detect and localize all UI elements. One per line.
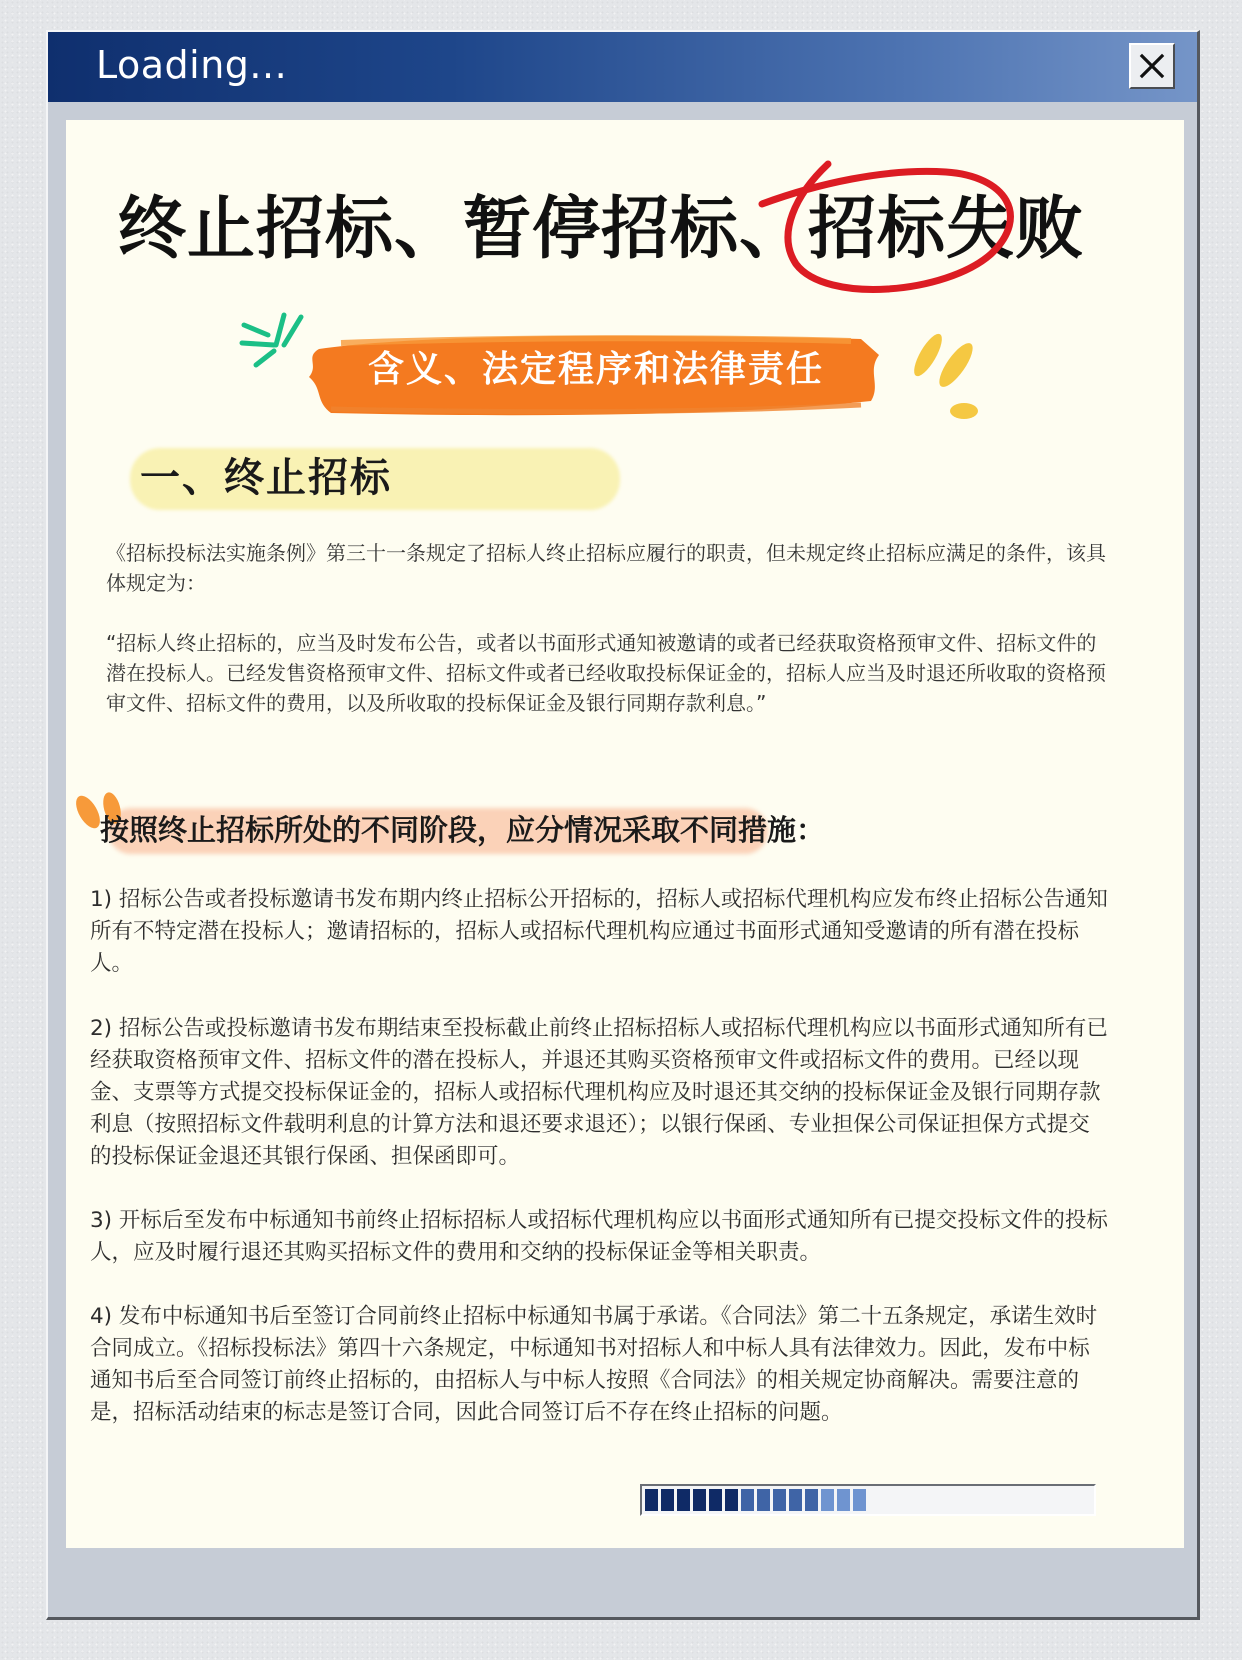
progress-segment: [789, 1489, 802, 1511]
progress-segment: [741, 1489, 754, 1511]
progress-segment: [773, 1489, 786, 1511]
yellow-spark-icon: [906, 325, 986, 429]
progress-segment: [853, 1489, 866, 1511]
close-button[interactable]: [1129, 43, 1175, 89]
list-item: 3) 开标后至发布中标通知书前终止招标招标人或招标代理机构应以书面形式通知所有已提交投标文件的投标人，应及时履行退还其购买招标文件的费用和交纳的投标保证金等相关职责。: [90, 1208, 1108, 1265]
progress-segment: [661, 1489, 674, 1511]
title-bar[interactable]: [48, 32, 1197, 102]
document-panel: [66, 120, 1184, 1548]
list-item: 1) 招标公告或者投标邀请书发布期内终止招标公开招标的，招标人或招标代理机构应发布终止招标公告通知所有不特定潜在投标人；邀请招标的，招标人或招标代理机构应通过书面形式通知受邀请的所有潜在投标人。: [90, 887, 1108, 976]
progress-segment: [709, 1489, 722, 1511]
progress-segment: [757, 1489, 770, 1511]
red-circle-mark: [756, 154, 1026, 304]
main-title: 终止招标、暂停招标、招标失败: [118, 190, 1085, 269]
section-heading: 一、终止招标: [140, 455, 392, 501]
window-title: Loading...: [96, 43, 288, 87]
progress-segment: [677, 1489, 690, 1511]
close-icon: [1139, 53, 1165, 79]
quote-paragraph: “招标人终止招标的，应当及时发布公告，或者以书面形式通知被邀请的或者已经获取资格预审文件、招标文件的潜在投标人。已经发售资格预审文件、招标文件或者已经收取投标保证金的，招标人应当及时退还所收取的资格预审文件、招标文件的费用，以及所收取的投标保证金及银行同期存款利息。”: [106, 631, 1106, 715]
loading-progress-bar: [640, 1484, 1096, 1516]
stage-heading: 按照终止招标所处的不同阶段，应分情况采取不同措施：: [100, 813, 826, 847]
progress-segment: [693, 1489, 706, 1511]
progress-segment: [837, 1489, 850, 1511]
progress-segment: [645, 1489, 658, 1511]
subtitle-banner: [301, 325, 891, 429]
list-item: 4) 发布中标通知书后至签订合同前终止招标中标通知书属于承诺。《合同法》第二十五条规定，承诺生效时合同成立。《招标投标法》第四十六条规定，中标通知书对招标人和中标人具有法律效力。因此，发布中标通知书后至合同签订前终止招标的，由招标人与中标人按照《合同法》的相关规定协商解决。需要注意的是，招标活动结束的标志是签订合同，因此合同签订后不存在终止招标的问题。: [90, 1304, 1098, 1425]
progress-fill: [645, 1489, 1091, 1511]
progress-segment: [805, 1489, 818, 1511]
loading-window: [46, 30, 1200, 1620]
subtitle: 含义、法定程序和法律责任: [367, 349, 824, 390]
list-item: 2) 招标公告或投标邀请书发布期结束至投标截止前终止招标招标人或招标代理机构应以书面形式通知所有已经获取资格预审文件、招标文件的潜在投标人，并退还其购买资格预审文件或招标文件的费用。已经以现金、支票等方式提交投标保证金的，招标人或招标代理机构应及时退还其交纳的投标保证金及银行同期存款利息（按照招标文件载明利息的计算方法和退还要求退还）；以银行保函、专业担保公司保证担保方式提交的投标保证金退还其银行保函、担保函即可。: [90, 1016, 1108, 1169]
intro-paragraph: 《招标投标法实施条例》第三十一条规定了招标人终止招标应履行的职责，但未规定终止招标应满足的条件，该具体规定为：: [106, 541, 1106, 595]
progress-segment: [725, 1489, 738, 1511]
progress-segment: [821, 1489, 834, 1511]
